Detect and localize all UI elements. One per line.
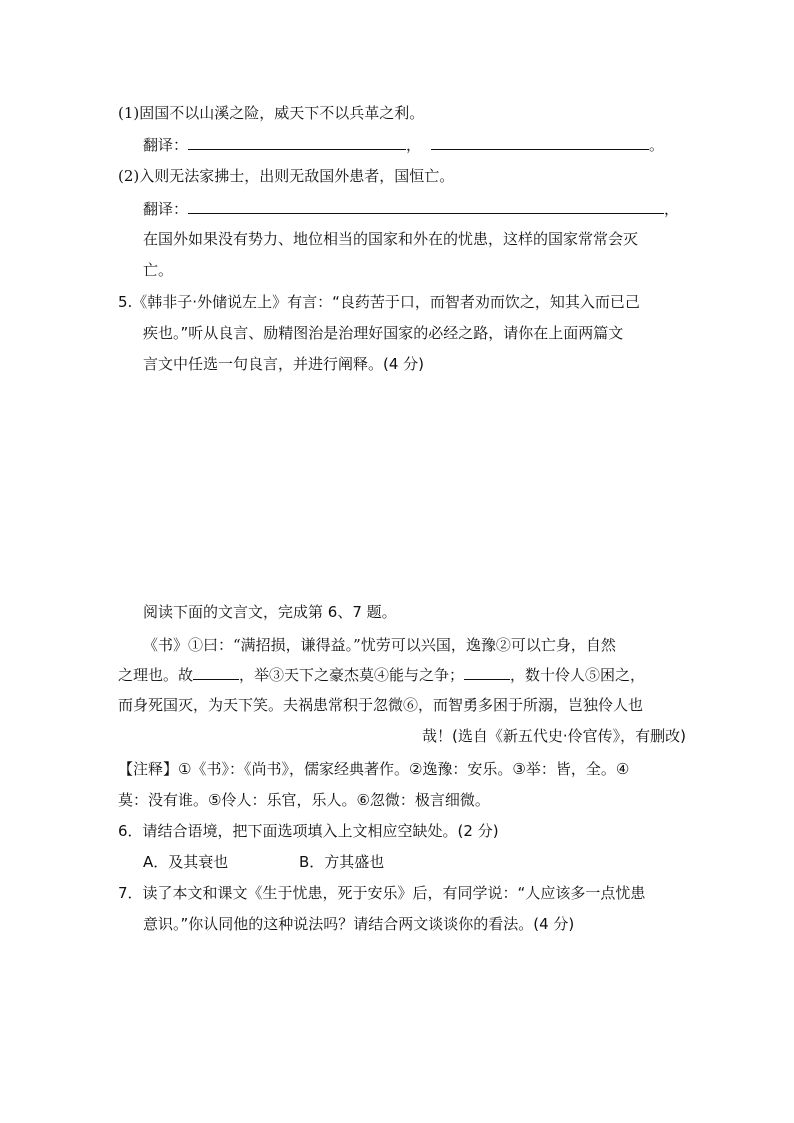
q1-answer-blank-2[interactable] — [431, 135, 649, 150]
q1-translation-label: 翻译： — [143, 136, 189, 154]
q2-answer-line-1: 在国外如果没有势力、地位相当的国家和外在的忧患，这样的国家常常会灭 — [143, 230, 639, 248]
passage-line-1: 《书》①曰：“满招损，谦得益。”忧劳可以兴国，逸豫②可以亡身，自然 — [143, 636, 616, 654]
passage-blank-2[interactable] — [464, 667, 510, 680]
passage-line-2 — [118, 664, 645, 685]
q5-line-2: 疾也。”听从良言、励精图治是治理好国家的必经之路，请你在上面两篇文 — [143, 324, 624, 342]
passage-line-2-b: ，举③天下之豪杰莫④能与之争； — [239, 666, 465, 684]
q1-separator: ， — [406, 136, 422, 154]
passage-line-2-a: 之理也。故 — [118, 666, 194, 684]
q1-end: 。 — [649, 136, 665, 154]
q6-option-a: A．及其衰也 — [143, 853, 229, 871]
reading-intro: 阅读下面的文言文，完成第 6、7 题。 — [143, 603, 397, 621]
q2-end: ， — [664, 200, 680, 218]
passage-blank-1[interactable] — [193, 667, 239, 680]
q7-line-1: 7．读了本文和课文《生于忧患，死于安乐》后，有同学说：“人应该多一点忧患 — [118, 884, 646, 902]
q2-answer-line-2: 亡。 — [143, 261, 174, 279]
q1-answer-blank-1[interactable] — [188, 135, 406, 150]
q6-stem: 6．请结合语境，把下面选项填入上文相应空缺处。(2 分) — [118, 822, 499, 840]
q2-sentence: (2)入则无法家拂士，出则无敌国外患者，国恒亡。 — [118, 167, 455, 185]
q7-line-2: 意识。”你认同他的这种说法吗？请结合两文谈谈你的看法。(4 分) — [143, 915, 575, 933]
passage-line-4-source: 哉！(选自《新五代史·伶官传》，有删改) — [422, 727, 686, 745]
q5-line-3: 言文中任选一句良言，并进行阐释。(4 分) — [143, 355, 425, 373]
q5-line-1: 5.《韩非子·外储说左上》有言：“良药苦于口，而智者劝而饮之，知其入而已己 — [118, 293, 640, 311]
passage-line-3: 而身死国灭，为天下笑。夫祸患常积于忽微⑥，而智勇多困于所溺，岂独伶人也 — [118, 696, 644, 714]
q1-translation-row — [143, 134, 664, 155]
passage-line-2-c: ，数十伶人⑤困之， — [510, 666, 646, 684]
q7-answer-area[interactable] — [143, 945, 673, 1095]
q2-translation-label: 翻译： — [143, 200, 189, 218]
q5-answer-area[interactable] — [143, 385, 673, 585]
notes-line-1: 【注释】①《书》：《尚书》，儒家经典著作。②逸豫：安乐。③举：皆，全。④ — [118, 760, 630, 778]
q2-answer-blank[interactable] — [188, 199, 664, 214]
notes-line-2: 莫：没有谁。⑤伶人：乐官，乐人。⑥忽微：极言细微。 — [118, 791, 490, 809]
q6-option-b: B．方其盛也 — [299, 853, 385, 871]
q2-translation-row — [143, 198, 679, 219]
q1-sentence: (1)固国不以山溪之险，威天下不以兵革之利。 — [118, 104, 425, 122]
